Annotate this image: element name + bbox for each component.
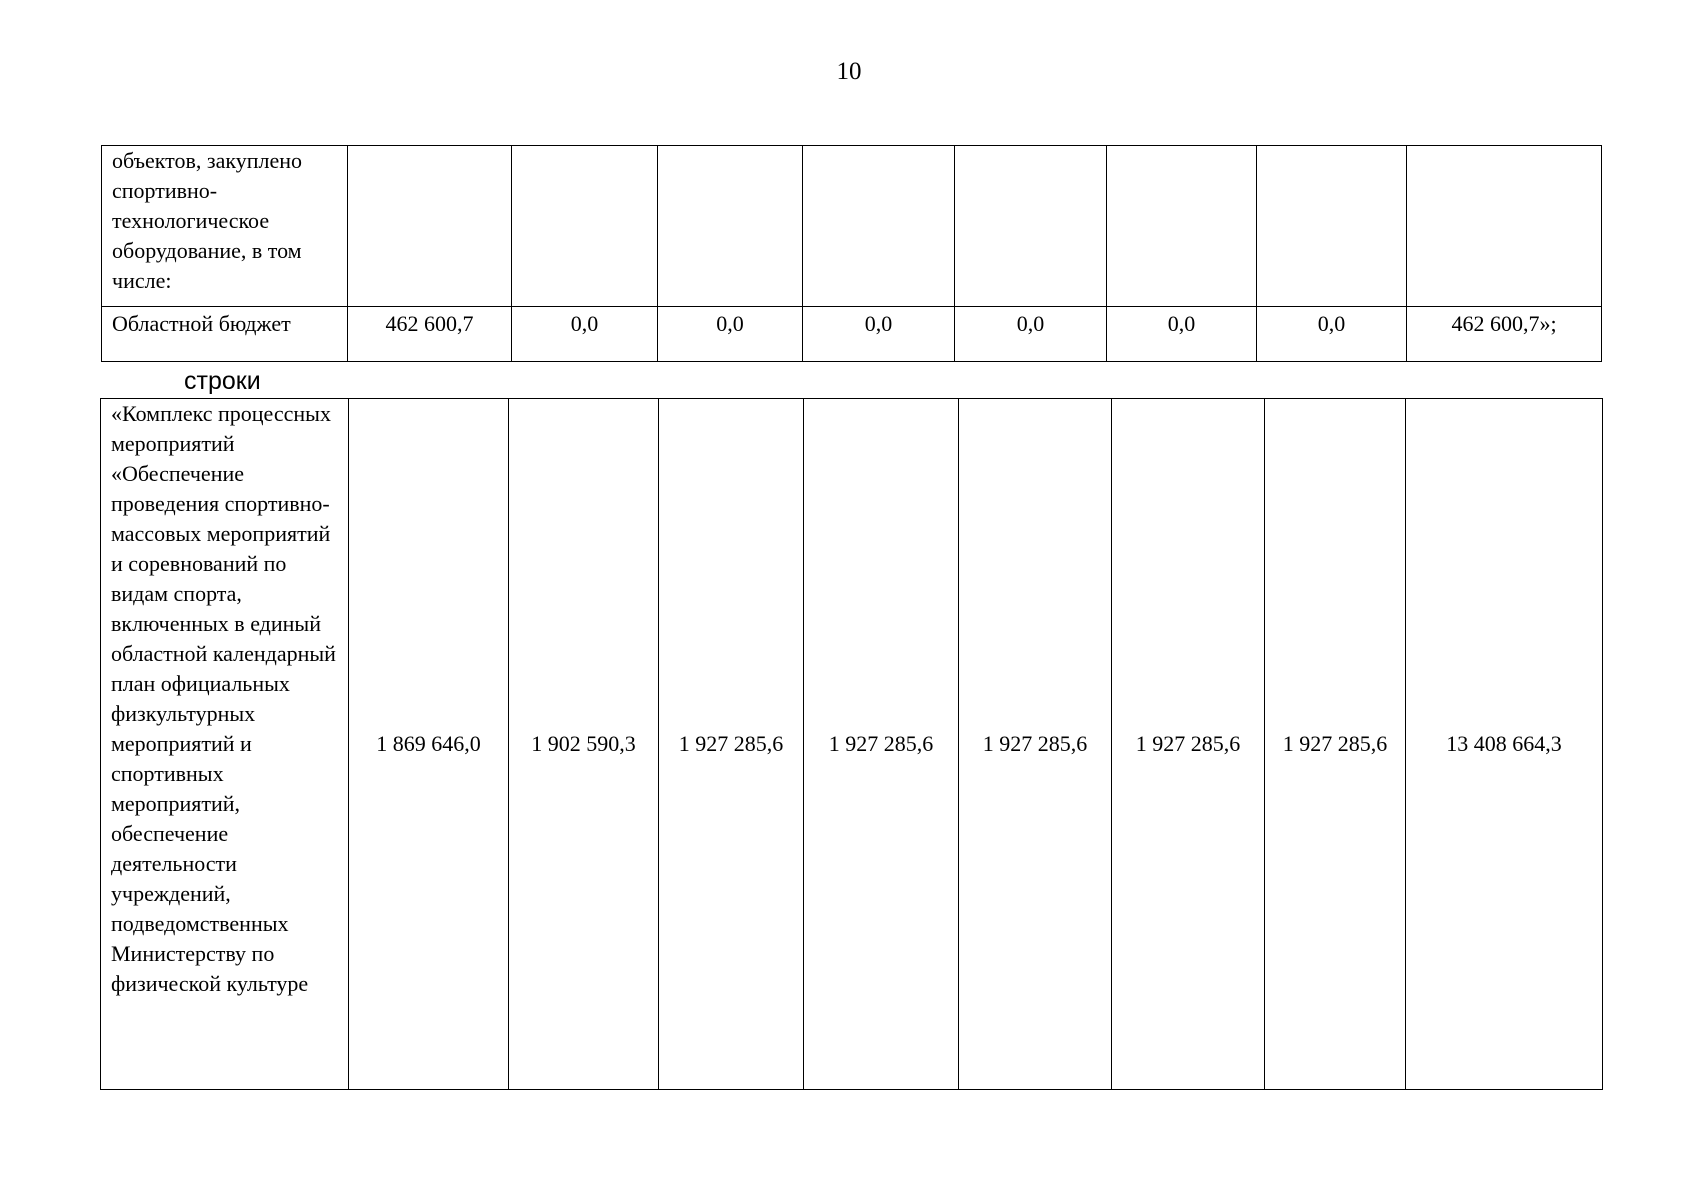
value-cell: 0,0	[803, 307, 955, 362]
empty-cell	[1257, 146, 1407, 307]
value-cell: 1 927 285,6	[659, 399, 804, 1090]
value-cell: 1 927 285,6	[804, 399, 959, 1090]
empty-cell	[955, 146, 1107, 307]
empty-cell	[512, 146, 658, 307]
empty-cell	[658, 146, 803, 307]
page-number: 10	[836, 58, 862, 85]
connector-text: строки	[184, 367, 261, 395]
value-cell: 462 600,7	[348, 307, 512, 362]
budget-table-continuation	[101, 145, 1602, 362]
value-cell: 0,0	[1257, 307, 1407, 362]
value-cell: 13 408 664,3	[1406, 399, 1603, 1090]
empty-cell	[1107, 146, 1257, 307]
value-cell: 0,0	[512, 307, 658, 362]
row-label: Областной бюджет	[102, 307, 348, 362]
table-row	[102, 146, 1602, 307]
budget-table-replacement	[100, 398, 1603, 1090]
value-cell: 1 927 285,6	[1112, 399, 1265, 1090]
empty-cell	[348, 146, 512, 307]
row-label: «Комплекс процессных мероприятий «Обеспечение проведения спортивно-массовых мероприятий и соревнований по видам спорта, включенных в единый областной календарный план официальных физкультурных мероприятий и спортивных мероприятий, обеспечение деятельности учреждений, подведомственных Министерству по физической культуре	[101, 399, 349, 1090]
empty-cell	[1407, 146, 1602, 307]
value-cell: 0,0	[658, 307, 803, 362]
value-cell: 1 927 285,6	[959, 399, 1112, 1090]
value-cell: 462 600,7»;	[1407, 307, 1602, 362]
value-cell: 1 927 285,6	[1265, 399, 1406, 1090]
table-row	[102, 307, 1602, 362]
value-cell: 0,0	[955, 307, 1107, 362]
row-label: объектов, закуплено спортивно-технологическое оборудование, в том числе:	[102, 146, 348, 307]
value-cell: 1 869 646,0	[349, 399, 509, 1090]
empty-cell	[803, 146, 955, 307]
value-cell: 1 902 590,3	[509, 399, 659, 1090]
table-row	[101, 399, 1603, 1090]
value-cell: 0,0	[1107, 307, 1257, 362]
